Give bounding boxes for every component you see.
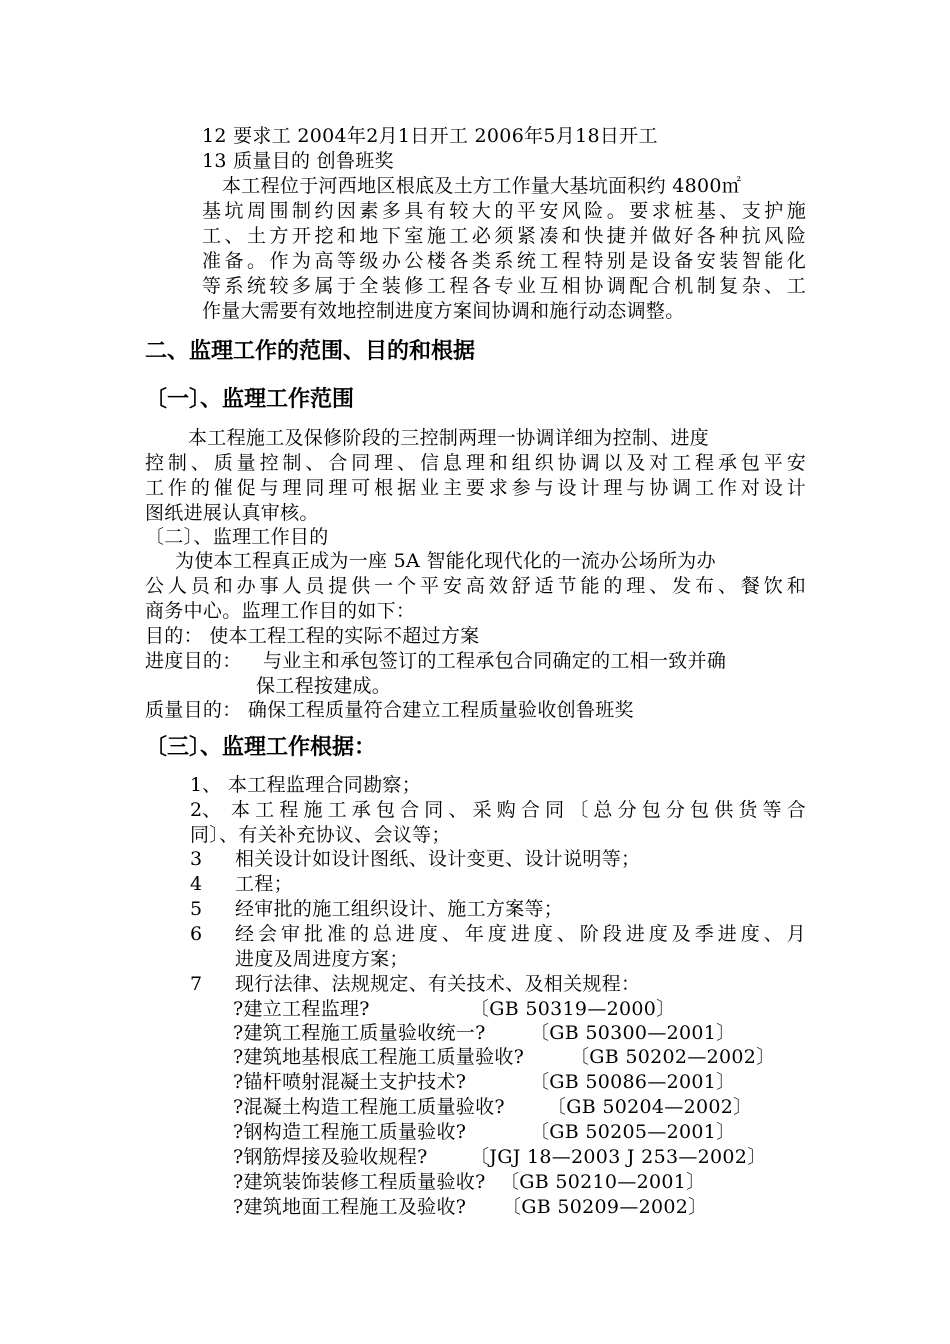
intro-paragraph-line: 本工程位于河西地区根底及土方工作量大基坑面积约 4800㎡ xyxy=(222,175,742,197)
standard-name: ?锚杆喷射混凝土支护技术? xyxy=(233,1071,467,1093)
schedule-goal-text: 与业主和承包签订的工程承包合同确定的工相一致并确 xyxy=(263,650,727,672)
section-heading: 二、监理工作的范围、目的和根据 xyxy=(145,339,476,364)
scope-paragraph-line: 控制、质量控制、合同理、信息理和组织协调以及对工程承包平安 xyxy=(145,452,806,474)
goal-paragraph-line: 商务中心。监理工作目的如下： xyxy=(145,600,416,622)
cost-goal-line: 目的： 使本工程工程的实际不超过方案 xyxy=(145,625,480,647)
project-quality-line: 13 质量目的 创鲁班奖 xyxy=(202,150,394,172)
intro-paragraph-line: 工、土方开挖和地下室施工必须紧凑和快捷并做好各种抗风险 xyxy=(202,225,806,247)
subsection-heading-goal: 〔二〕、监理工作目的 xyxy=(145,526,329,548)
standard-name: ?建立工程监理? xyxy=(233,998,370,1020)
basis-item-text: 经审批的施工组织设计、施工方案等； xyxy=(235,898,564,920)
basis-item-text: 现行法律、法规规定、有关技术、及相关规程： xyxy=(235,973,641,995)
standard-code: 〔GB 50319—2000〕 xyxy=(470,998,676,1020)
intro-paragraph-line: 基坑周围制约因素多具有较大的平安风险。要求桩基、支护施 xyxy=(202,200,806,222)
intro-paragraph-line: 等系统较多属于全装修工程各专业互相协调配合机制复杂、工 xyxy=(202,275,806,297)
scope-paragraph-line: 工作的催促与理同理可根据业主要求参与设计理与协调工作对设计 xyxy=(145,477,806,499)
goal-paragraph-line: 公人员和办事人员提供一个平安高效舒适节能的理、发布、餐饮和 xyxy=(145,575,806,597)
basis-item-text: 本工程监理合同勘察； xyxy=(228,774,422,796)
standard-code: 〔GB 50209—2002〕 xyxy=(502,1196,708,1218)
goal-paragraph-line: 为使本工程真正成为一座 5A 智能化现代化的一流办公场所为办 xyxy=(175,550,716,572)
basis-item-number: 4 xyxy=(190,873,203,895)
standard-code: 〔GB 50205—2001〕 xyxy=(530,1121,736,1143)
basis-item-number: 3 xyxy=(190,848,203,870)
basis-item-number: 7 xyxy=(190,973,203,995)
basis-item-text: 进度及周进度方案； xyxy=(235,948,409,970)
basis-item-number: 1、 xyxy=(190,774,222,796)
standard-name: ?建筑地基根底工程施工质量验收? xyxy=(233,1046,525,1068)
basis-item-text: 同〕、有关补充协议、会议等； xyxy=(190,824,451,846)
standard-name: ?建筑装饰装修工程质量验收? xyxy=(233,1171,486,1193)
basis-item-text: 工程； xyxy=(235,873,293,895)
subsection-heading-basis: 〔三〕、监理工作根据： xyxy=(145,735,377,760)
basis-item-number: 6 xyxy=(190,923,203,945)
basis-item-number: 5 xyxy=(190,898,203,920)
standard-name: ?钢筋焊接及验收规程? xyxy=(233,1146,428,1168)
basis-item-text: 相关设计如设计图纸、设计变更、设计说明等； xyxy=(235,848,641,870)
standard-code: 〔GB 50204—2002〕 xyxy=(547,1096,753,1118)
schedule-goal-text: 保工程按建成。 xyxy=(256,675,392,697)
basis-item-text: 经会审批准的总进度、年度进度、阶段进度及季进度、月 xyxy=(235,923,806,945)
intro-paragraph-line: 作量大需要有效地控制进度方案间协调和施行动态调整。 xyxy=(202,300,685,322)
basis-item-number: 2、 xyxy=(190,799,222,821)
standard-code: 〔GB 50202—2002〕 xyxy=(570,1046,776,1068)
scope-paragraph-line: 图纸进展认真审核。 xyxy=(145,502,319,524)
standard-name: ?混凝土构造工程施工质量验收? xyxy=(233,1096,505,1118)
basis-item-text: 本工程施工承包合同、采购合同〔总分包分包供货等合 xyxy=(231,799,806,821)
standard-name: ?建筑工程施工质量验收统一? xyxy=(233,1022,486,1044)
quality-goal-line: 质量目的： 确保工程质量符合建立工程质量验收创鲁班奖 xyxy=(145,699,634,721)
subsection-heading-scope: 〔一〕、监理工作范围 xyxy=(145,387,355,412)
standard-code: 〔GB 50086—2001〕 xyxy=(530,1071,736,1093)
scope-paragraph-line: 本工程施工及保修阶段的三控制两理一协调详细为控制、进度 xyxy=(188,427,710,449)
standard-code: 〔GB 50300—2001〕 xyxy=(530,1022,736,1044)
intro-paragraph-line: 准备。作为高等级办公楼各类系统工程特别是设备安装智能化 xyxy=(202,250,806,272)
standard-code: 〔GB 50210—2001〕 xyxy=(500,1171,706,1193)
standard-name: ?建筑地面工程施工及验收? xyxy=(233,1196,467,1218)
standard-code: 〔JGJ 18—2003 J 253—2002〕 xyxy=(470,1146,767,1168)
standard-name: ?钢构造工程施工质量验收? xyxy=(233,1121,467,1143)
schedule-goal-label: 进度目的： xyxy=(145,650,242,672)
project-schedule-line: 12 要求工 2004年2月1日开工 2006年5月18日开工 xyxy=(202,125,658,147)
